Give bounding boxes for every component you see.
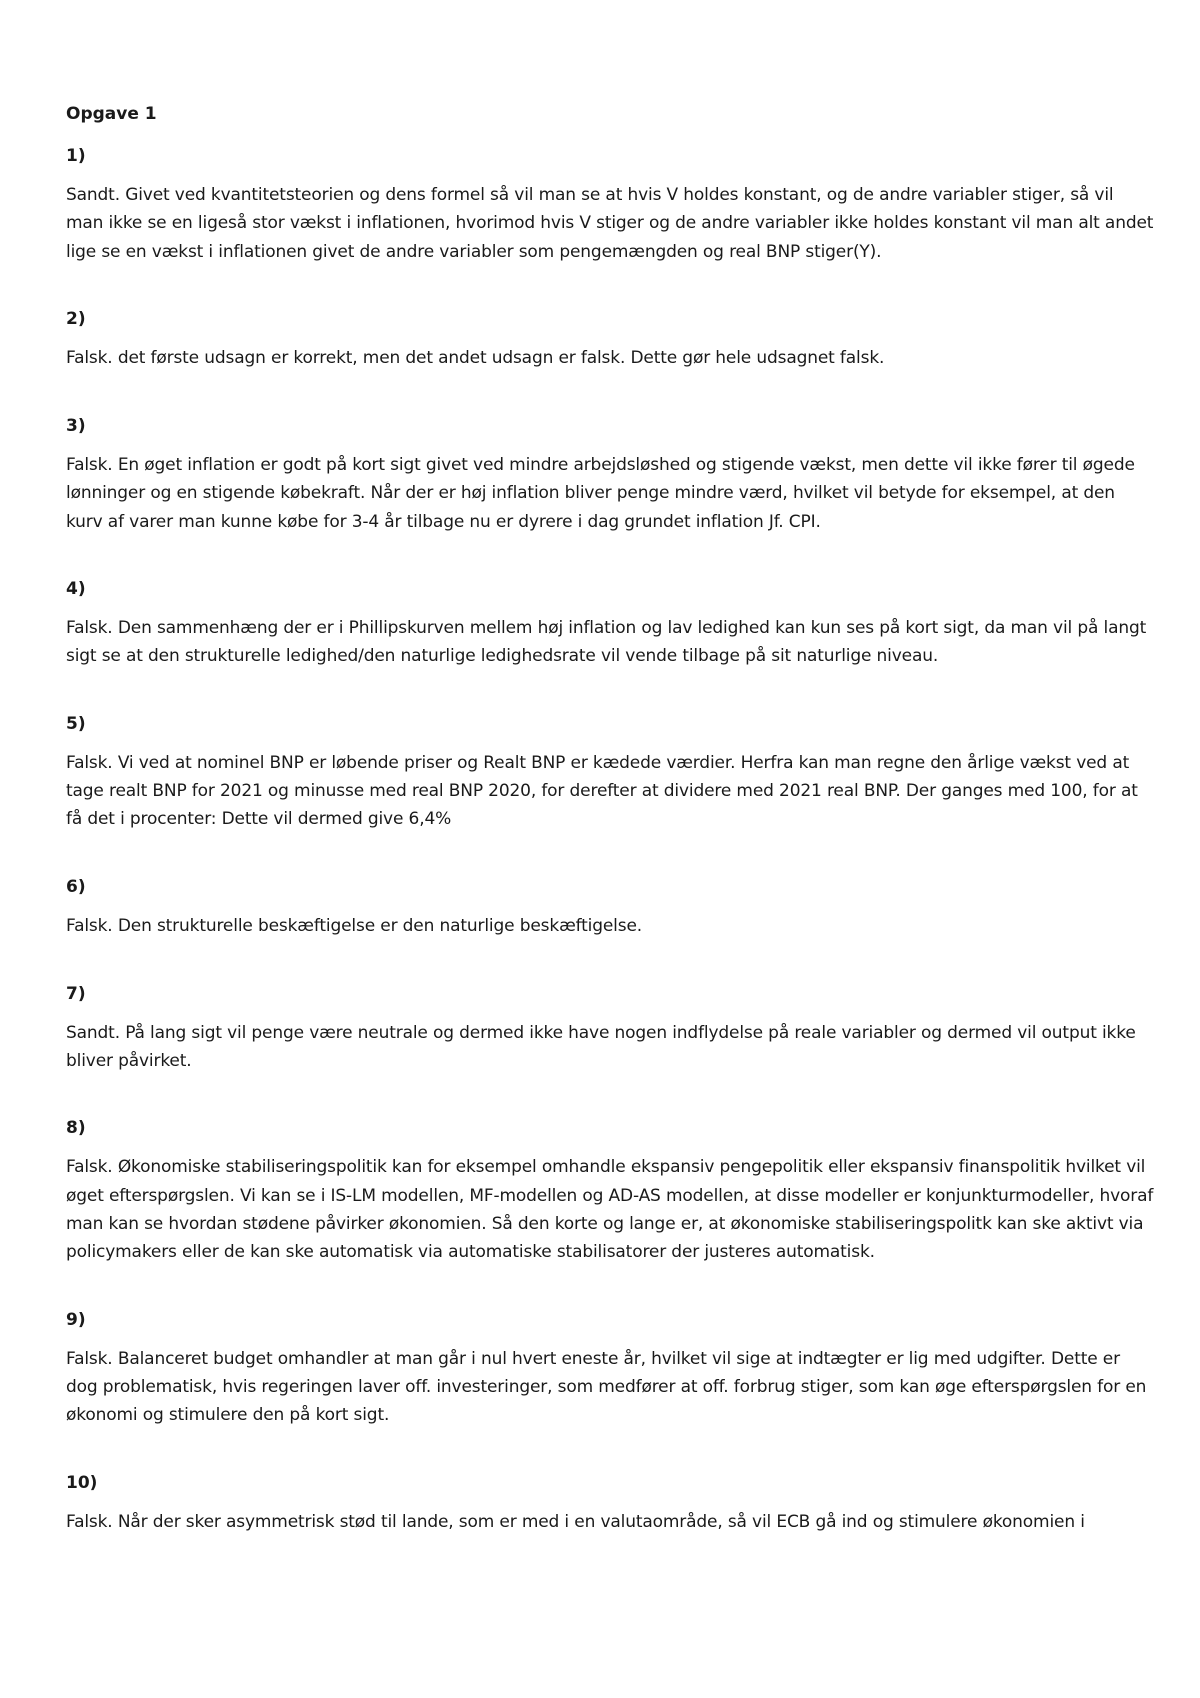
question-answer: Falsk. Vi ved at nominel BNP er løbende priser og Realt BNP er kædede værdier. Herfra kan man regne den årlige vækst ved at tage realt BNP for 2021 og minusse med real BNP 2020, for derefter at dividere med 2021 real BNP. Der ganges med 100, for at få det i procenter: Dette vil dermed give 6,4%	[66, 752, 1138, 830]
question-number: 10)	[66, 1472, 98, 1493]
question-number: 2)	[66, 308, 86, 329]
question-answer: Sandt. Givet ved kvantitetsteorien og dens formel så vil man se at hvis V holdes konstant, og de andre variabler stiger, så vil man ikke se en ligeså stor vækst i inflationen, hvorimod hvis V stiger og de andre variabler ikke holdes konstant vil man alt andet lige se en vækst i inflationen givet de andre variabler som pengemængden og real BNP stiger(Y).	[66, 185, 1154, 262]
document-page	[66, 94, 1156, 1536]
question-8	[66, 1115, 1156, 1266]
question-number: 8)	[66, 1118, 86, 1139]
question-9	[66, 1307, 1156, 1430]
question-answer: Falsk. Økonomiske stabiliseringspolitik kan for eksempel omhandle ekspansiv pengepolitik eller ekspansiv finanspolitik hvilket vil øget efterspørgslen. Vi kan se i IS-LM modellen, MF-modellen og AD-AS modellen, at disse modeller er konjunkturmodeller, hvoraf man kan se hvordan stødene påvirker økonomien. Så den korte og lange er, at økonomiske stabiliseringspolitk kan ske aktivt via policymakers eller de kan ske automatisk via automatiske stabilisatorer der justeres automatisk.	[66, 1157, 1154, 1263]
question-number: 5)	[66, 713, 86, 734]
question-number: 6)	[66, 876, 86, 897]
question-1	[66, 143, 1156, 266]
question-answer: Falsk. Når der sker asymmetrisk stød til lande, som er med i en valutaområde, så vil ECB gå ind og stimulere økonomien i	[66, 1511, 1085, 1532]
question-number: 3)	[66, 416, 86, 437]
question-answer: Sandt. På lang sigt vil penge være neutrale og dermed ikke have nogen indflydelse på reale variabler og dermed vil output ikke bliver påvirket.	[66, 1022, 1136, 1072]
question-answer: Falsk. En øget inflation er godt på kort sigt givet ved mindre arbejdsløshed og stigende vækst, men dette vil ikke fører til øgede lønninger og en stigende købekraft. Når der er høj inflation bliver penge mindre værd, hvilket vil betyde for eksempel, at den kurv af varer man kunne købe for 3-4 år tilbage nu er dyrere i dag grundet inflation Jf. CPI.	[66, 455, 1135, 532]
question-answer: Falsk. Den sammenhæng der er i Phillipskurven mellem høj inflation og lav ledighed kan kun ses på kort sigt, da man vil på langt sigt se at den strukturelle ledighed/den naturlige ledighedsrate vil vende tilbage på sit naturlige niveau.	[66, 618, 1147, 667]
question-number: 1)	[66, 146, 86, 166]
question-number: 9)	[66, 1309, 86, 1330]
question-answer: Falsk. Den strukturelle beskæftigelse er den naturlige beskæftigelse.	[66, 915, 643, 936]
question-2	[66, 306, 1156, 372]
question-answer: Falsk. Balanceret budget omhandler at man går i nul hvert eneste år, hvilket vil sige at indtægter er lig med udgifter. Dette er dog problematisk, hvis regeringen laver off. investeringer, som medfører at off. forbrug stiger, som kan øge efterspørgslen for en økonomi og stimulere den på kort sigt.	[66, 1348, 1147, 1426]
question-3	[66, 413, 1156, 536]
question-number: 7)	[66, 983, 86, 1004]
question-4	[66, 576, 1156, 671]
question-number: 4)	[66, 579, 86, 600]
question-answer: Falsk. det første udsagn er korrekt, men det andet udsagn er falsk. Dette gør hele udsagnet falsk.	[66, 347, 885, 368]
question-5	[66, 711, 1156, 834]
question-6	[66, 874, 1156, 940]
question-10	[66, 1470, 1156, 1536]
document-title: Opgave 1	[66, 104, 157, 124]
question-7	[66, 981, 1156, 1076]
